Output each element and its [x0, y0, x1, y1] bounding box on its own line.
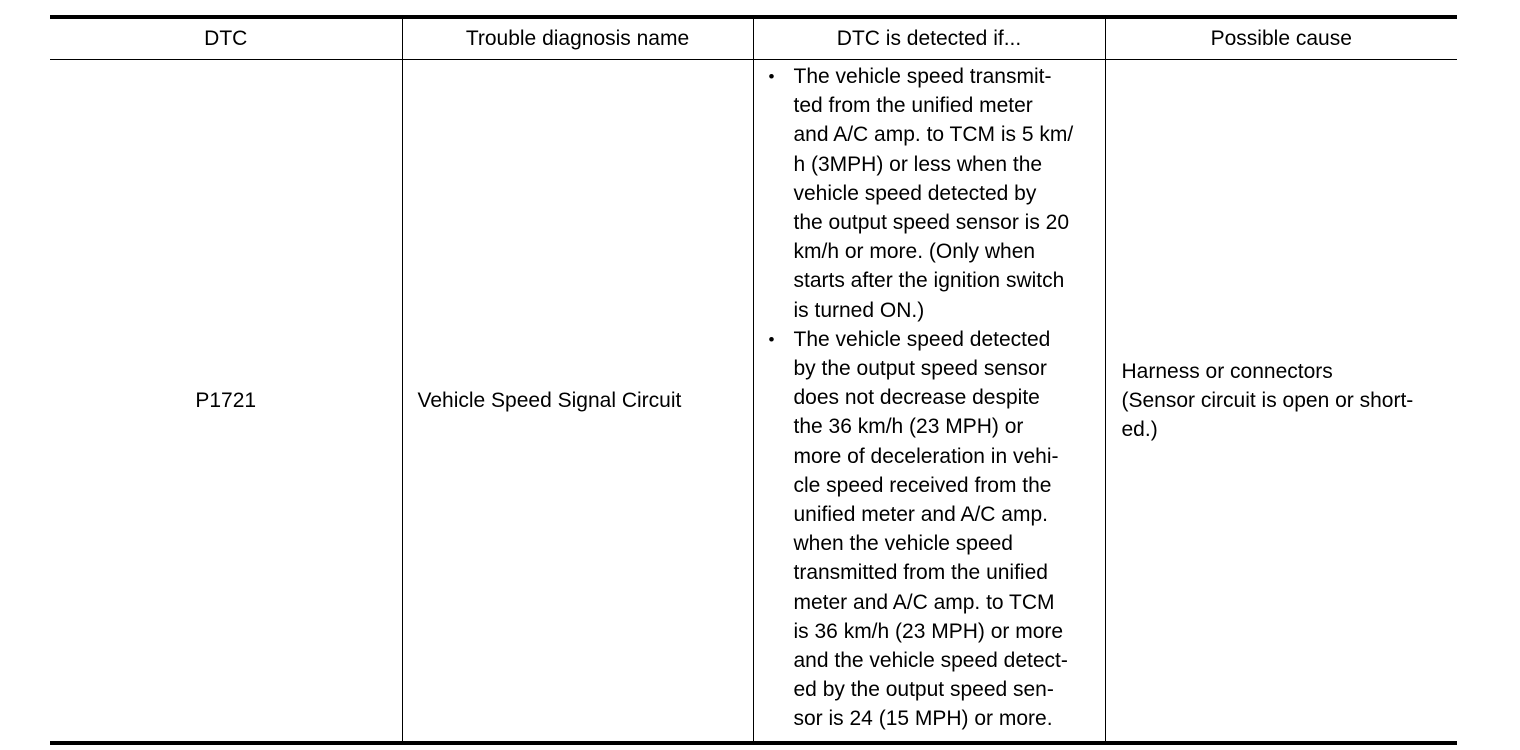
text-line: the output speed sensor is 20	[793, 211, 1070, 235]
text-line: ted from the unified meter	[793, 94, 1033, 118]
header-trouble-diagnosis-name: Trouble diagnosis name	[402, 17, 753, 60]
text-line: and A/C amp. to TCM is 5 km/	[793, 123, 1074, 147]
cell-detection-conditions	[753, 60, 1105, 744]
text-line: Harness or connectors	[1121, 359, 1333, 383]
text-line: The vehicle speed detected	[793, 327, 1051, 351]
text-line: meter and A/C amp. to TCM	[793, 590, 1055, 614]
header-dtc: DTC	[50, 17, 402, 60]
text-line: sor is 24 (15 MPH) or more.	[793, 707, 1053, 731]
text-line: is turned ON.)	[793, 298, 925, 322]
text-line: starts after the ignition switch	[793, 269, 1065, 293]
text-line: vehicle speed detected by	[793, 181, 1037, 205]
cell-diagnosis-name: Vehicle Speed Signal Circuit	[402, 60, 753, 744]
text-line: h (3MPH) or less when the	[793, 152, 1043, 176]
text-line: The vehicle speed transmit-	[793, 65, 1052, 88]
text-line: transmitted from the unified	[793, 561, 1048, 585]
detection-condition-list	[754, 62, 1105, 734]
header-row	[50, 17, 1457, 60]
bullet-icon: •	[768, 67, 775, 86]
text-line: more of deceleration in vehi-	[793, 444, 1059, 468]
cell-dtc-code: P1721	[50, 60, 402, 744]
list-item	[754, 325, 1105, 734]
text-line: cle speed received from the	[793, 473, 1052, 497]
cell-possible-cause	[1105, 60, 1457, 744]
dtc-table	[50, 15, 1457, 745]
table-body	[50, 60, 1457, 744]
table-row	[50, 60, 1457, 744]
list-item	[754, 62, 1105, 325]
text-line: ed by the output speed sen-	[793, 678, 1054, 702]
bullet-icon: •	[768, 329, 775, 349]
text-line: km/h or more. (Only when	[793, 240, 1036, 264]
text-line: unified meter and A/C amp.	[793, 503, 1048, 527]
text-line: (Sensor circuit is open or short-	[1121, 388, 1414, 412]
text-line: does not decrease despite	[793, 386, 1040, 410]
text-line: and the vehicle speed detect-	[793, 649, 1068, 673]
text-line: by the output speed sensor	[793, 357, 1047, 381]
text-line: when the vehicle speed	[793, 532, 1013, 556]
header-possible-cause: Possible cause	[1105, 17, 1457, 60]
text-line: the 36 km/h (23 MPH) or	[793, 415, 1024, 439]
text-line: is 36 km/h (23 MPH) or more	[793, 619, 1064, 643]
header-dtc-detected-if: DTC is detected if...	[753, 17, 1105, 60]
table-header	[50, 17, 1457, 60]
text-line: ed.)	[1121, 418, 1158, 442]
